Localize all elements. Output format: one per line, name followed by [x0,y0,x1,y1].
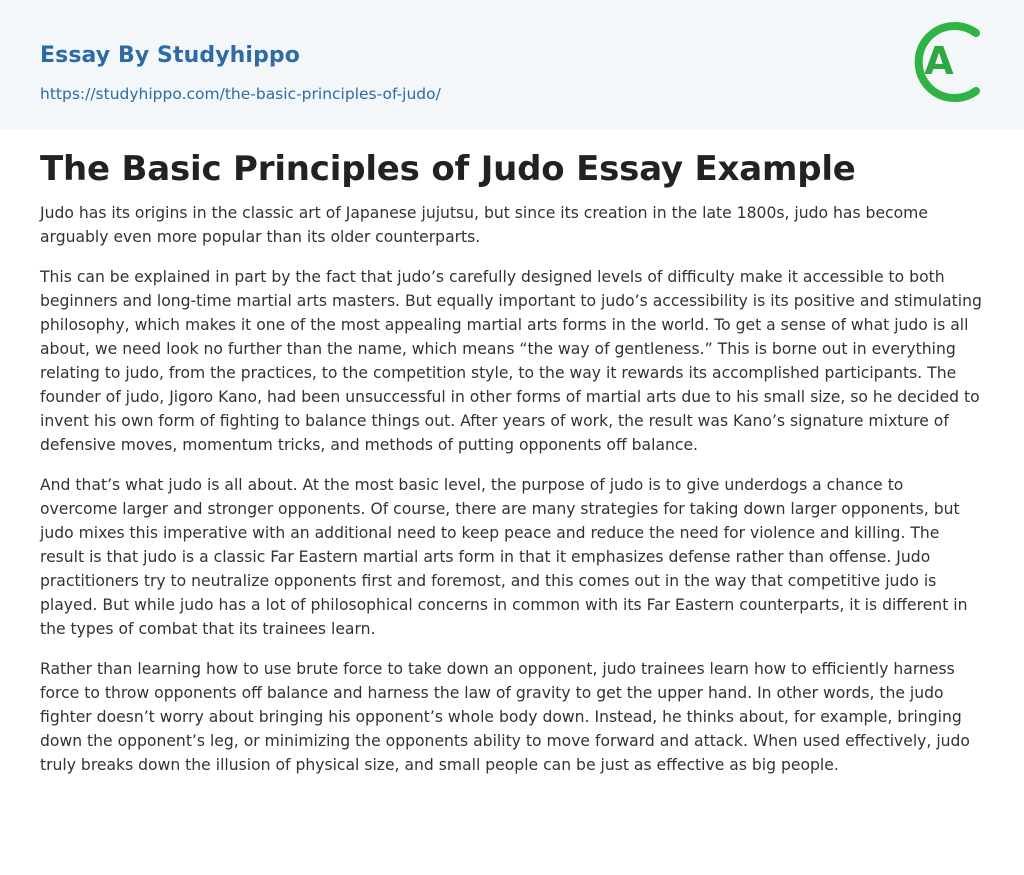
article-title: The Basic Principles of Judo Essay Example [40,149,856,189]
article-content [40,146,984,793]
article-paragraph-2: This can be explained in part by the fact that judo’s carefully designed levels of difficulty make it accessible to both beginners and long-time martial arts masters. But equally important to judo’s accessibility is its positive and stimulating philosophy, which makes it one of the most appealing martial arts forms in the world. To get a sense of what judo is all about, we need look no further than the name, which means “the way of gentleness.” This is borne out in everything relating to judo, from the practices, to the competition style, to the way it rewards its accomplished participants. The founder of judo, Jigoro Kano, had been unsuccessful in other forms of martial arts due to his small size, so he decided to invent his own form of fighting to balance things out. After years of work, the result was Kano’s signature mixture of defensive moves, momentum tricks, and methods of putting opponents off balance. [40,268,982,454]
article-paragraph-3: And that’s what judo is all about. At the most basic level, the purpose of judo is to give underdogs a chance to overcome larger and stronger opponents. Of course, there are many strategies for taking down larger opponents, but judo mixes this imperative with an additional need to keep peace and reduce the need for violence and killing. The result is that judo is a classic Far Eastern martial arts form in that it emphasizes defense rather than offense. Judo practitioners try to neutralize opponents first and foremost, and this comes out in the way that competitive judo is played. But while judo has a lot of philosophical concerns in common with its Far Eastern counterparts, it is different in the types of combat that its trainees learn. [40,476,968,638]
logo-letter: A [924,39,954,83]
brand-title[interactable]: Essay By Studyhippo [40,43,300,68]
logo-graphic [906,17,990,107]
article-paragraph-1: Judo has its origins in the classic art of Japanese jujutsu, but since its creation in the late 1800s, judo has become arguably even more popular than its older counterparts. [40,204,928,246]
source-url-link[interactable]: https://studyhippo.com/the-basic-principles-of-judo/ [40,85,441,103]
site-header [0,0,1024,129]
article-paragraph-4: Rather than learning how to use brute force to take down an opponent, judo trainees learn how to efficiently harness force to throw opponents off balance and harness the law of gravity to get the upper hand. In other words, the judo fighter doesn’t worry about bringing his opponent’s whole body down. Instead, he thinks about, for example, bringing down the opponent’s leg, or minimizing the opponents ability to move forward and attack. When used effectively, judo truly breaks down the illusion of physical size, and small people can be just as effective as big people. [40,660,970,774]
logo-icon[interactable] [906,17,990,107]
